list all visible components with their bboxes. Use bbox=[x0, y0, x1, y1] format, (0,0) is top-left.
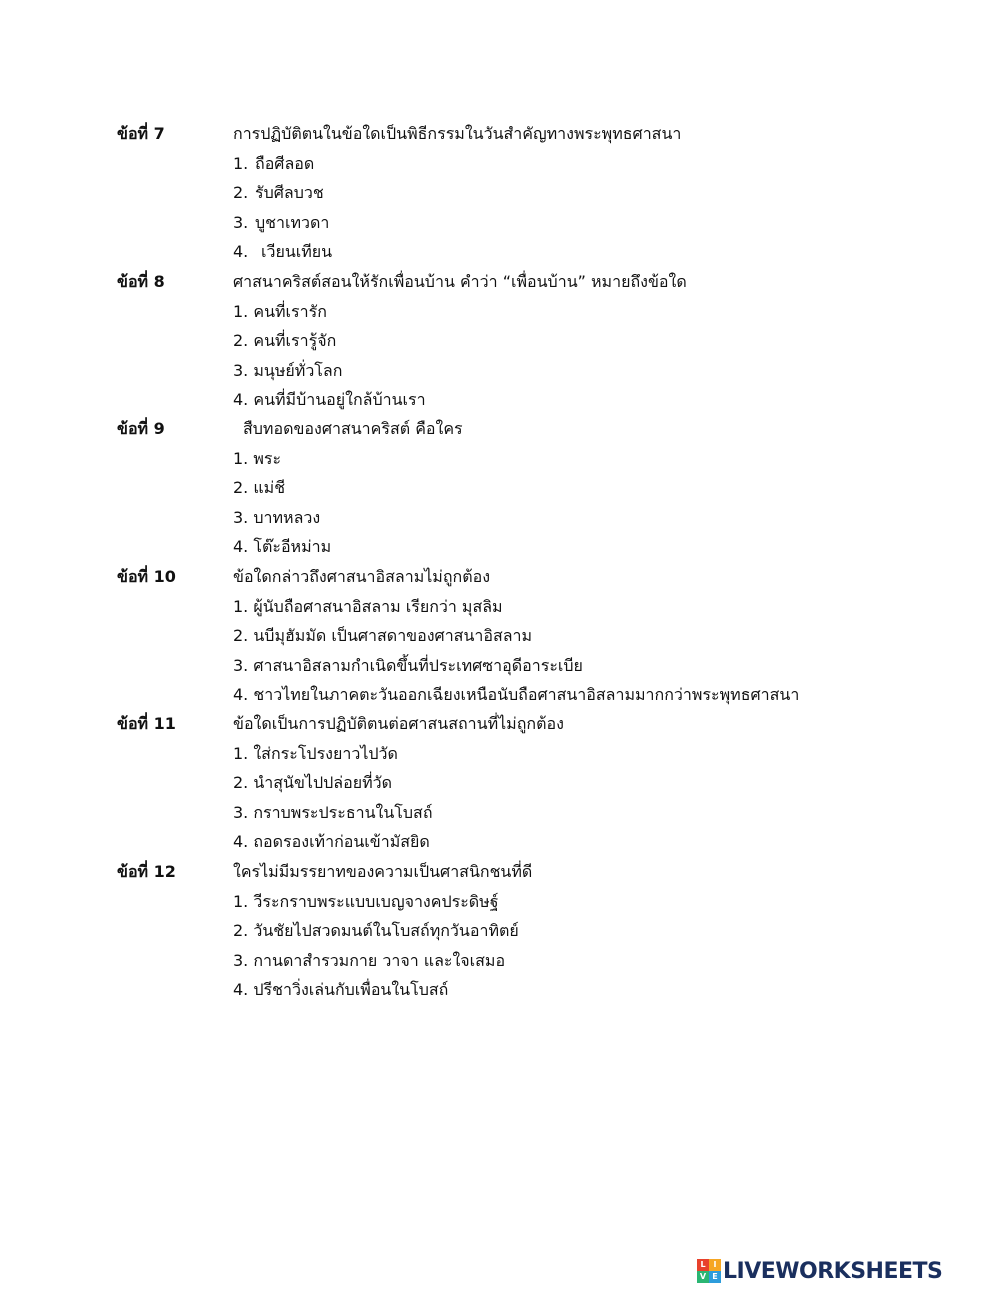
option-text: วันชัยไปสวดมนต์ในโบสถ์ทุกวันอาทิตย์ bbox=[253, 921, 519, 940]
logo-letter-v: V bbox=[697, 1271, 709, 1283]
option-text: บูชาเทวดา bbox=[255, 212, 330, 232]
option-3 bbox=[233, 946, 519, 976]
question-text: ข้อใดกล่าวถึงศาสนาอิสลามไม่ถูกต้อง bbox=[233, 567, 491, 586]
option-text: เวียนเทียน bbox=[261, 242, 333, 261]
option-number: 1. bbox=[233, 891, 249, 911]
option-1 bbox=[233, 887, 519, 917]
option-number: 2. bbox=[233, 626, 249, 645]
option-text: คนที่มีบ้านอยู่ใกล้บ้านเรา bbox=[253, 390, 426, 409]
option-4 bbox=[233, 385, 426, 415]
option-3 bbox=[233, 798, 433, 828]
option-1 bbox=[233, 739, 433, 769]
option-number: 2. bbox=[233, 921, 249, 940]
option-text: กราบพระประธานในโบสถ์ bbox=[253, 802, 433, 822]
option-text: ศาสนาอิสลามกำเนิดขึ้นที่ประเทศซาอุดีอาระเบีย bbox=[253, 655, 583, 675]
option-number: 4. bbox=[233, 832, 249, 851]
option-list bbox=[233, 739, 433, 857]
option-1 bbox=[233, 149, 332, 179]
option-number: 3. bbox=[233, 655, 249, 675]
option-2 bbox=[233, 178, 332, 208]
option-number: 2. bbox=[233, 183, 249, 202]
option-number: 1. bbox=[233, 596, 249, 616]
question-label: ข้อที่ 12 bbox=[117, 862, 176, 881]
option-number: 3. bbox=[233, 950, 249, 970]
liveworksheets-logo bbox=[697, 1256, 942, 1286]
option-text: ถอดรองเท้าก่อนเข้ามัสยิด bbox=[253, 832, 430, 851]
option-number: 1. bbox=[233, 448, 249, 468]
question-text: ใครไม่มีมรรยาทของความเป็นศาสนิกชนที่ดี bbox=[233, 862, 533, 881]
option-text: ชาวไทยในภาคตะวันออกเฉียงเหนือนับถือศาสนาอิสลามมากกว่าพระพุทธศาสนา bbox=[253, 685, 800, 704]
question-text: การปฏิบัติตนในข้อใดเป็นพิธีกรรมในวันสำคัญทางพระพุทธศาสนา bbox=[233, 124, 682, 143]
option-3 bbox=[233, 208, 332, 238]
question-label: ข้อที่ 8 bbox=[117, 272, 165, 291]
option-number: 2. bbox=[233, 331, 249, 350]
option-list bbox=[233, 887, 519, 1005]
question-label: ข้อที่ 7 bbox=[117, 124, 165, 143]
option-2 bbox=[233, 768, 433, 798]
option-2 bbox=[233, 621, 799, 651]
option-text: มนุษย์ทั่วโลก bbox=[253, 360, 343, 380]
option-number: 1. bbox=[233, 743, 249, 763]
question-text: ข้อใดเป็นการปฏิบัติตนต่อศาสนสถานที่ไม่ถูกต้อง bbox=[233, 714, 564, 733]
option-4 bbox=[233, 237, 332, 267]
option-list bbox=[233, 592, 799, 710]
option-number: 4. bbox=[233, 537, 249, 556]
option-2 bbox=[233, 473, 331, 503]
option-text: นบีมุฮัมมัด เป็นศาสดาของศาสนาอิสลาม bbox=[253, 626, 533, 645]
option-3 bbox=[233, 651, 799, 681]
option-text: วีระกราบพระแบบเบญจางคประดิษฐ์ bbox=[253, 891, 499, 911]
option-4 bbox=[233, 975, 519, 1005]
option-list bbox=[233, 149, 332, 267]
option-number: 3. bbox=[233, 212, 249, 232]
option-4 bbox=[233, 532, 331, 562]
logo-letter-e: E bbox=[709, 1271, 721, 1283]
option-text: รับศีลบวช bbox=[255, 183, 324, 202]
option-1 bbox=[233, 592, 799, 622]
option-number: 4. bbox=[233, 242, 249, 261]
question-text: สืบทอดของศาสนาคริสต์ คือใคร bbox=[243, 419, 463, 438]
option-text: โต๊ะอีหม่าม bbox=[253, 537, 332, 556]
option-list bbox=[233, 297, 426, 415]
option-4 bbox=[233, 827, 433, 857]
logo-icon bbox=[697, 1259, 721, 1283]
option-4 bbox=[233, 680, 799, 710]
option-text: แม่ชี bbox=[253, 478, 286, 497]
option-number: 2. bbox=[233, 773, 249, 792]
option-3 bbox=[233, 503, 331, 533]
option-number: 3. bbox=[233, 507, 249, 527]
option-number: 3. bbox=[233, 360, 249, 380]
option-number: 1. bbox=[233, 153, 249, 173]
logo-text: LIVEWORKSHEETS bbox=[723, 1258, 943, 1284]
option-text: ถือศีลอด bbox=[255, 153, 315, 173]
option-text: บาทหลวง bbox=[253, 507, 321, 527]
option-text: ใส่กระโปรงยาวไปวัด bbox=[253, 743, 398, 763]
option-text: กานดาสำรวมกาย วาจา และใจเสมอ bbox=[253, 950, 506, 970]
option-text: คนที่เรารู้จัก bbox=[253, 331, 337, 350]
option-text: ผู้นับถือศาสนาอิสลาม เรียกว่า มุสลิม bbox=[253, 596, 503, 616]
logo-letter-l: L bbox=[697, 1259, 709, 1271]
option-text: คนที่เรารัก bbox=[253, 301, 327, 321]
option-text: ปรีชาวิ่งเล่นกับเพื่อนในโบสถ์ bbox=[253, 980, 449, 999]
option-number: 4. bbox=[233, 980, 249, 999]
question-label: ข้อที่ 10 bbox=[117, 567, 176, 586]
question-text: ศาสนาคริสต์สอนให้รักเพื่อนบ้าน คำว่า “เพื่อนบ้าน” หมายถึงข้อใด bbox=[233, 272, 687, 291]
option-text: นำสุนัขไปปล่อยที่วัด bbox=[253, 773, 392, 792]
option-2 bbox=[233, 916, 519, 946]
logo-letter-i: I bbox=[709, 1259, 721, 1271]
option-2 bbox=[233, 326, 426, 356]
option-text: พระ bbox=[253, 448, 282, 468]
option-number: 1. bbox=[233, 301, 249, 321]
option-3 bbox=[233, 356, 426, 386]
option-number: 2. bbox=[233, 478, 249, 497]
option-1 bbox=[233, 444, 331, 474]
option-number: 4. bbox=[233, 685, 249, 704]
option-number: 4. bbox=[233, 390, 249, 409]
option-number: 3. bbox=[233, 802, 249, 822]
question-label: ข้อที่ 11 bbox=[117, 714, 176, 733]
question-label: ข้อที่ 9 bbox=[117, 419, 165, 438]
option-list bbox=[233, 444, 331, 562]
option-1 bbox=[233, 297, 426, 327]
